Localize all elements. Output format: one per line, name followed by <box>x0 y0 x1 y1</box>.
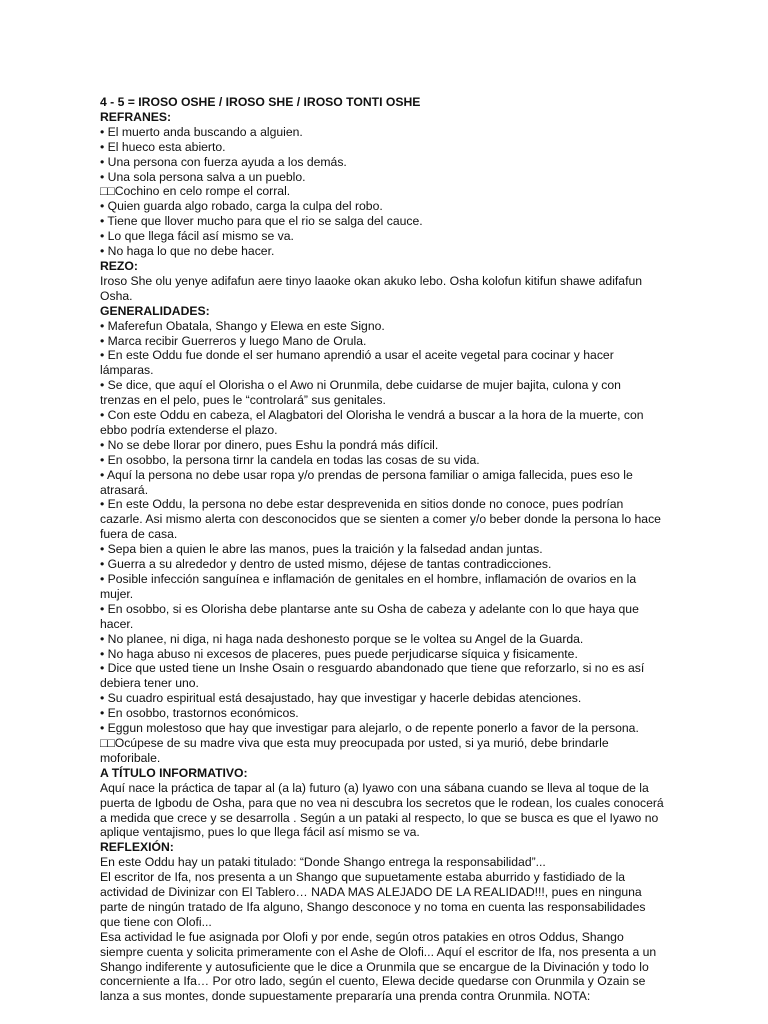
refran-item: • Una sola persona salva a un pueblo. <box>100 169 306 184</box>
generalidad-item: • Se dice, que aquí el Olorisha o el Awo ni Orunmila, debe cuidarse de mujer bajita, culona y con trenzas en el pelo, pues le “controlará” sus genitales. <box>100 378 621 408</box>
reflexion-heading: REFLEXIÓN: <box>100 840 174 855</box>
generalidad-item: • Marca recibir Guerreros y luego Mano de Orula. <box>100 333 367 348</box>
generalidad-item: • En osobbo, la persona tirnr la candela en todas las cosas de su vida. <box>100 452 480 467</box>
refran-item: • El hueco esta abierto. <box>100 139 226 154</box>
generalidad-item: • Eggun molestoso que hay que investigar para alejarlo, o de repente ponerlo a favor de la persona. <box>100 721 639 736</box>
refran-item: • No haga lo que no debe hacer. <box>100 244 275 259</box>
rezo-text: Iroso She olu yenye adifafun aere tinyo laaoke okan akuko lebo. Osha kolofun kitifun shawe adifafun Osha. <box>100 273 643 303</box>
generalidad-item: • En osobbo, si es Olorisha debe plantarse ante su Osha de cabeza y adelante con lo que haya que hacer. <box>100 601 639 631</box>
reflexion-paragraph: El escritor de Ifa, nos presenta a un Shango que supuetamente estaba aburrido y fastidiado de la actividad de Divinizar con El Tablero… NADA MAS ALEJADO DE LA REALIDAD!!!, pues en ninguna parte de ningún tratado de Ifa alguno, Shango desconoce y no toma en cuenta las responsabilidades que tiene con Olofi... <box>100 870 646 929</box>
generalidad-item: • Sepa bien a quien le abre las manos, pues la traición y la falsedad andan juntas. <box>100 542 543 557</box>
generalidad-item: • No haga abuso ni excesos de placeres, pues puede perjudicarse síquica y fisicamente. <box>100 646 578 661</box>
refran-item: • Quien guarda algo robado, carga la culpa del robo. <box>100 199 383 214</box>
reflexion-paragraph: En este Oddu hay un pataki titulado: “Donde Shango entrega la responsabilidad”... <box>100 855 546 870</box>
generalidad-item: • En este Oddu, la persona no debe estar desprevenida en sitios donde no conoce, pues podrían cazarle. Asi mismo alerta con desconocidos que se sienten a comer y/o beber donde la persona lo hace fuera de casa. <box>100 497 661 542</box>
generalidad-item: • Posible infección sanguínea e inflamación de genitales en el hombre, inflamación de ovarios en la mujer. <box>100 572 637 601</box>
informativo-heading: A TÍTULO INFORMATIVO: <box>100 765 248 780</box>
generalidad-item: • Dice que usted tiene un Inshe Osain o resguardo abandonado que tiene que reforzarlo, si no es así debiera tener uno. <box>100 661 645 691</box>
informativo-text: Aquí nace la práctica de tapar al (a la) futuro (a) Iyawo con una sábana cuando se lleva al toque de la puerta de Igbodu de Osha, para que no vea ni descubra los secretos que le rodean, los cuales conocerá a medida que crece y se desarrolla . Según a un pataki al respecto, lo que se busca es que el Iyawo no aplique ventajismo, pues lo que llega fácil así mismo se va. <box>100 780 664 840</box>
generalidades-list <box>100 319 664 766</box>
generalidad-item: • Su cuadro espiritual está desajustado, hay que investigar y hacerle debidas atenciones. <box>100 691 582 706</box>
generalidad-item: • En este Oddu fue donde el ser humano aprendió a usar el aceite vegetal para cocinar y hacer lámparas. <box>100 348 614 378</box>
document-title: 4 - 5 = IROSO OSHE / IROSO SHE / IROSO TONTI OSHE <box>100 95 421 109</box>
generalidad-item: • No planee, ni diga, ni haga nada deshonesto porque se le voltea su Angel de la Guarda. <box>100 631 584 646</box>
document-page <box>100 95 664 1004</box>
generalidad-item: □□Ocúpese de su madre viva que esta muy preocupada por usted, si ya murió, debe brindarle moforibale. <box>100 735 609 765</box>
refran-item: • El muerto anda buscando a alguien. <box>100 124 303 139</box>
generalidad-item: • Guerra a su alrededor y dentro de usted mismo, déjese de tantas contradicciones. <box>100 557 552 572</box>
generalidad-item: • No se debe llorar por dinero, pues Eshu la pondrá más difícil. <box>100 437 439 452</box>
refran-item: • Una persona con fuerza ayuda a los demás. <box>100 154 347 169</box>
refran-item: • Lo que llega fácil así mismo se va. <box>100 229 294 244</box>
generalidad-item: • Aquí la persona no debe usar ropa y/o prendas de persona familiar o amiga fallecida, pues eso le atrasará. <box>100 467 633 497</box>
reflexion-paragraph: Esa actividad le fue asignada por Olofi y por ende, según otros patakies en otros Oddus, Shango siempre cuenta y solicita primeramente con el Ashe de Olofi... Aquí el escritor de Ifa, nos presenta a un Shango indiferente y autosuficiente que le dice a Orunmila que se encargue de la Divinación y todo lo concerniente a Ifa… Por otro lado, según el cuento, Elewa decide quedarse con Orunmila y Ozain se lanza a sus montes, donde supuestamente prepararía una prenda contra Orunmila. NOTA: <box>100 929 657 1004</box>
refranes-heading: REFRANES: <box>100 109 172 124</box>
generalidad-item: • En osobbo, trastornos económicos. <box>100 706 299 721</box>
rezo-heading: REZO: <box>100 258 138 273</box>
generalidades-heading: GENERALIDADES: <box>100 303 210 318</box>
generalidad-item: • Con este Oddu en cabeza, el Alagbatori del Olorisha le vendrá a buscar a la hora de la muerte, con ebbo podría extenderse el plazo. <box>100 408 644 437</box>
refran-item: □□Cochino en celo rompe el corral. <box>100 184 291 199</box>
generalidad-item: • Maferefun Obatala, Shango y Elewa en este Signo. <box>100 318 385 333</box>
refran-item: • Tiene que llover mucho para que el rio se salga del cauce. <box>100 214 423 229</box>
refranes-list <box>100 125 664 259</box>
